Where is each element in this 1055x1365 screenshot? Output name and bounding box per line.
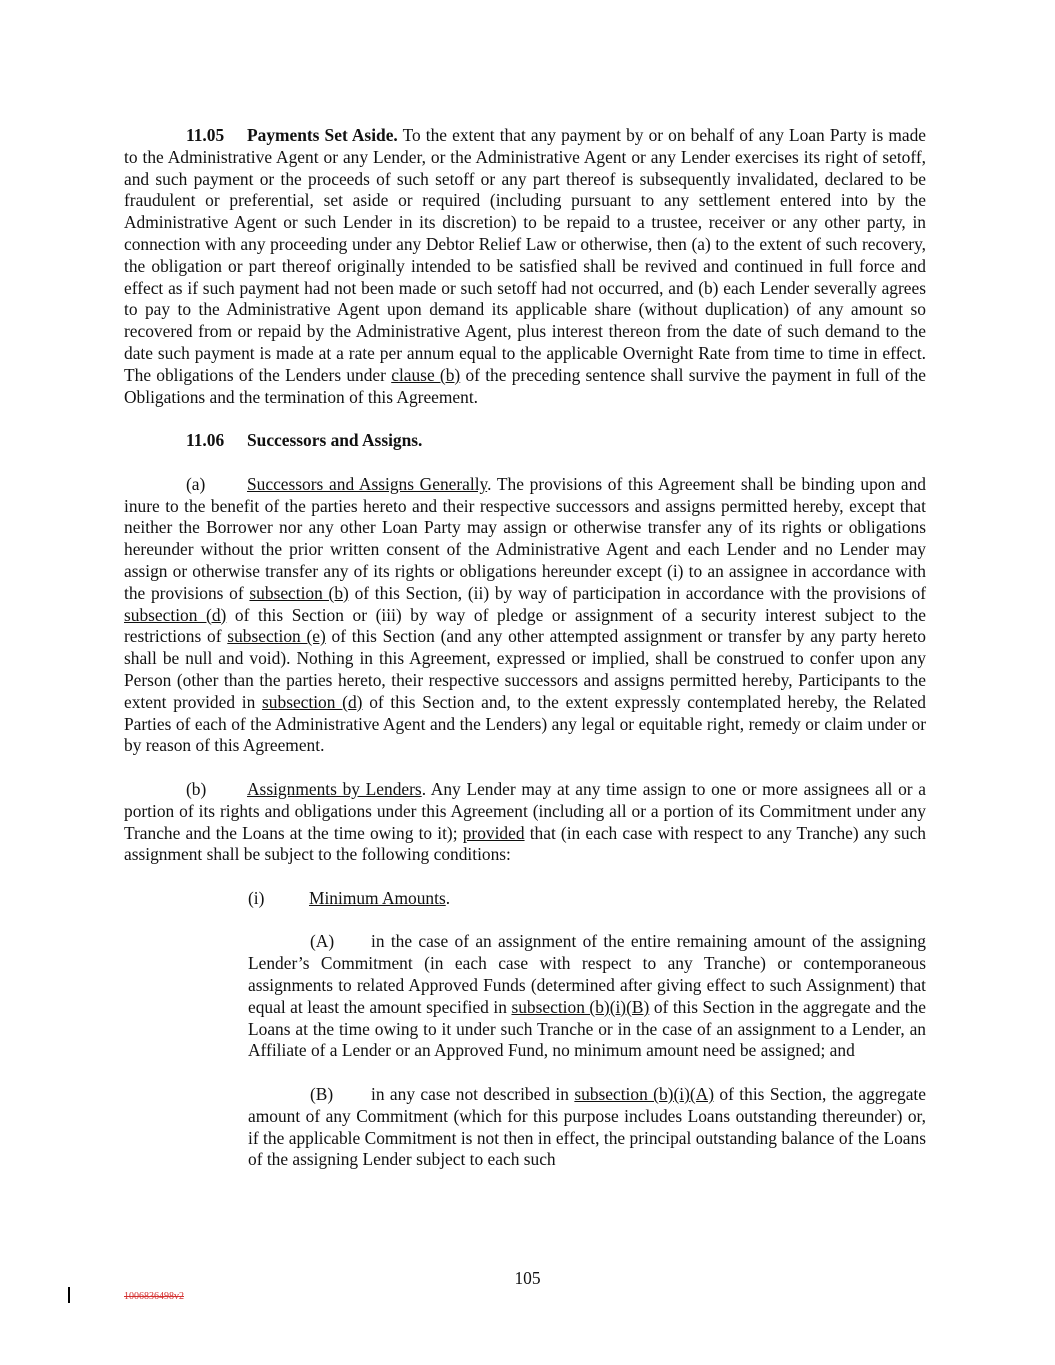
- paragraph-label: (B): [310, 1084, 334, 1105]
- paragraph-b-i-A: [248, 931, 926, 1062]
- paragraph-title: Minimum Amounts: [309, 887, 446, 908]
- paragraph-label: (A): [310, 931, 335, 952]
- cross-reference: subsection (b)(i)(A): [574, 1084, 715, 1105]
- paragraph-label: (a): [186, 473, 206, 494]
- section-11-06-heading: [124, 430, 926, 452]
- body-text: of this Section or (iii) by way of pledge or assignment of a security interest subject to the restrictions of: [124, 604, 926, 647]
- section-number: 11.05: [186, 125, 225, 145]
- paragraph-title: Successors and Assigns Generally: [247, 473, 488, 494]
- body-text: in the case of an assignment of the entire remaining amount of the assigning Lender’s Commitment (in each case with respect to any Tranche) or contemporaneous assignments to related Approved Funds (determined after giving effect to such Assignment) that equal at least the amount specified in: [248, 931, 926, 1017]
- body-text: . The provisions of this Agreement shall be binding upon and inure to the benefit of the parties hereto and their respective successors and assigns permitted hereby, except that neither the Borrower nor any other Loan Party may assign or otherwise transfer any of its rights or obligations hereunder without the prior written consent of the Administrative Agent and each Lender and no Lender may assign or otherwise transfer any of its rights or obligations hereunder except (i) to an assignee in accordance with the provisions of: [124, 473, 926, 603]
- cross-reference: subsection (b): [249, 582, 349, 603]
- cross-reference: subsection (e): [227, 626, 326, 647]
- cross-reference: subsection (b)(i)(B): [511, 996, 650, 1017]
- section-title: Successors and Assigns.: [247, 430, 423, 451]
- paragraph-label: (i): [248, 887, 265, 908]
- paragraph-b-i-B: [248, 1084, 926, 1171]
- body-text: of this Section and, to the extent expressly contemplated hereby, the Related Parties of each of the Administrative Agent and the Lenders) any legal or equitable right, remedy or claim under or by reason of this Agreement.: [124, 691, 926, 756]
- section-number: 11.06: [186, 430, 225, 451]
- body-text: of the preceding sentence shall survive the payment in full of the Obligations and the termination of this Agreement.: [124, 364, 927, 407]
- cross-reference: subsection (d): [262, 691, 363, 712]
- paragraph-b-i: [124, 888, 926, 910]
- document-body: [124, 125, 926, 1171]
- cross-reference: clause (b): [391, 364, 461, 385]
- paragraph-a: [124, 474, 926, 757]
- body-text: in any case not described in: [371, 1084, 569, 1105]
- body-text: To the extent that any payment by or on behalf of any Loan Party is made to the Administrative Agent or any Lender, or the Administrative Agent or any Lender exercises its right of setoff, and such payment or the proceeds of such setoff or any part thereof is subsequently invalidated, declared to be fraudulent or preferential, set aside or required (including pursuant to any settlement entered into by the Administrative Agent or such Lender in its discretion) to be repaid to a trustee, receiver or any other party, in connection with any proceeding under any Debtor Relief Law or otherwise, then (a) to the extent of such recovery, the obligation or part thereof originally intended to be satisfied shall be revived and continued in full force and effect as if such payment had not been made or such setoff had not occurred, and (b) each Lender severally agrees to pay to the Administrative Agent upon demand its applicable share (without duplication) of any amount so recovered from or repaid by the Administrative Agent, plus interest thereon from the date of such demand to the date such payment is made at a rate per annum equal to the applicable Overnight Rate from time to time in effect. The obligations of the Lenders under: [124, 125, 927, 385]
- body-text: of this Section in the aggregate and the Loans at the time owing to it under such Tranche or in the case of an assignment to a Lender, an Affiliate of a Lender or an Approved Fund, no minimum amount need be assigned; and: [248, 996, 926, 1061]
- cross-reference: subsection (d): [124, 604, 227, 625]
- body-text: of this Section (and any other attempted assignment or transfer by any party hereto shall be null and void). Nothing in this Agreement, expressed or implied, shall be construed to confer upon any Person (other than the parties hereto, their respective successors and assigns permitted hereby, Participants to the extent provided in: [124, 626, 926, 712]
- section-11-05-paragraph: [124, 125, 926, 408]
- page-number: 105: [514, 1268, 541, 1288]
- paragraph-title: Assignments by Lenders: [247, 778, 422, 799]
- body-text: of this Section, the aggregate amount of any Commitment (which for this purpose includes Loans outstanding thereunder) or, if the applicable Commitment is not then in effect, the principal outstanding balance of the Loans of the assigning Lender subject to each such: [248, 1084, 926, 1170]
- body-text: of this Section, (ii) by way of participation in accordance with the provisions of: [354, 582, 926, 603]
- body-text: that (in each case with respect to any Tranche) any such assignment shall be subject to the following conditions:: [124, 822, 926, 865]
- body-text: . Any Lender may at any time assign to one or more assignees all or a portion of its rights and obligations under this Agreement (including all or a portion of its Commitment under any Tranche and the Loans at the time owing to it);: [124, 778, 926, 843]
- section-title: Payments Set Aside.: [247, 125, 398, 145]
- defined-term: provided: [462, 822, 525, 843]
- document-id: 1006836498v2: [124, 1291, 184, 1302]
- paragraph-b: [124, 779, 926, 866]
- paragraph-label: (b): [186, 778, 207, 799]
- punctuation: .: [445, 887, 451, 908]
- change-bar: [68, 1287, 70, 1303]
